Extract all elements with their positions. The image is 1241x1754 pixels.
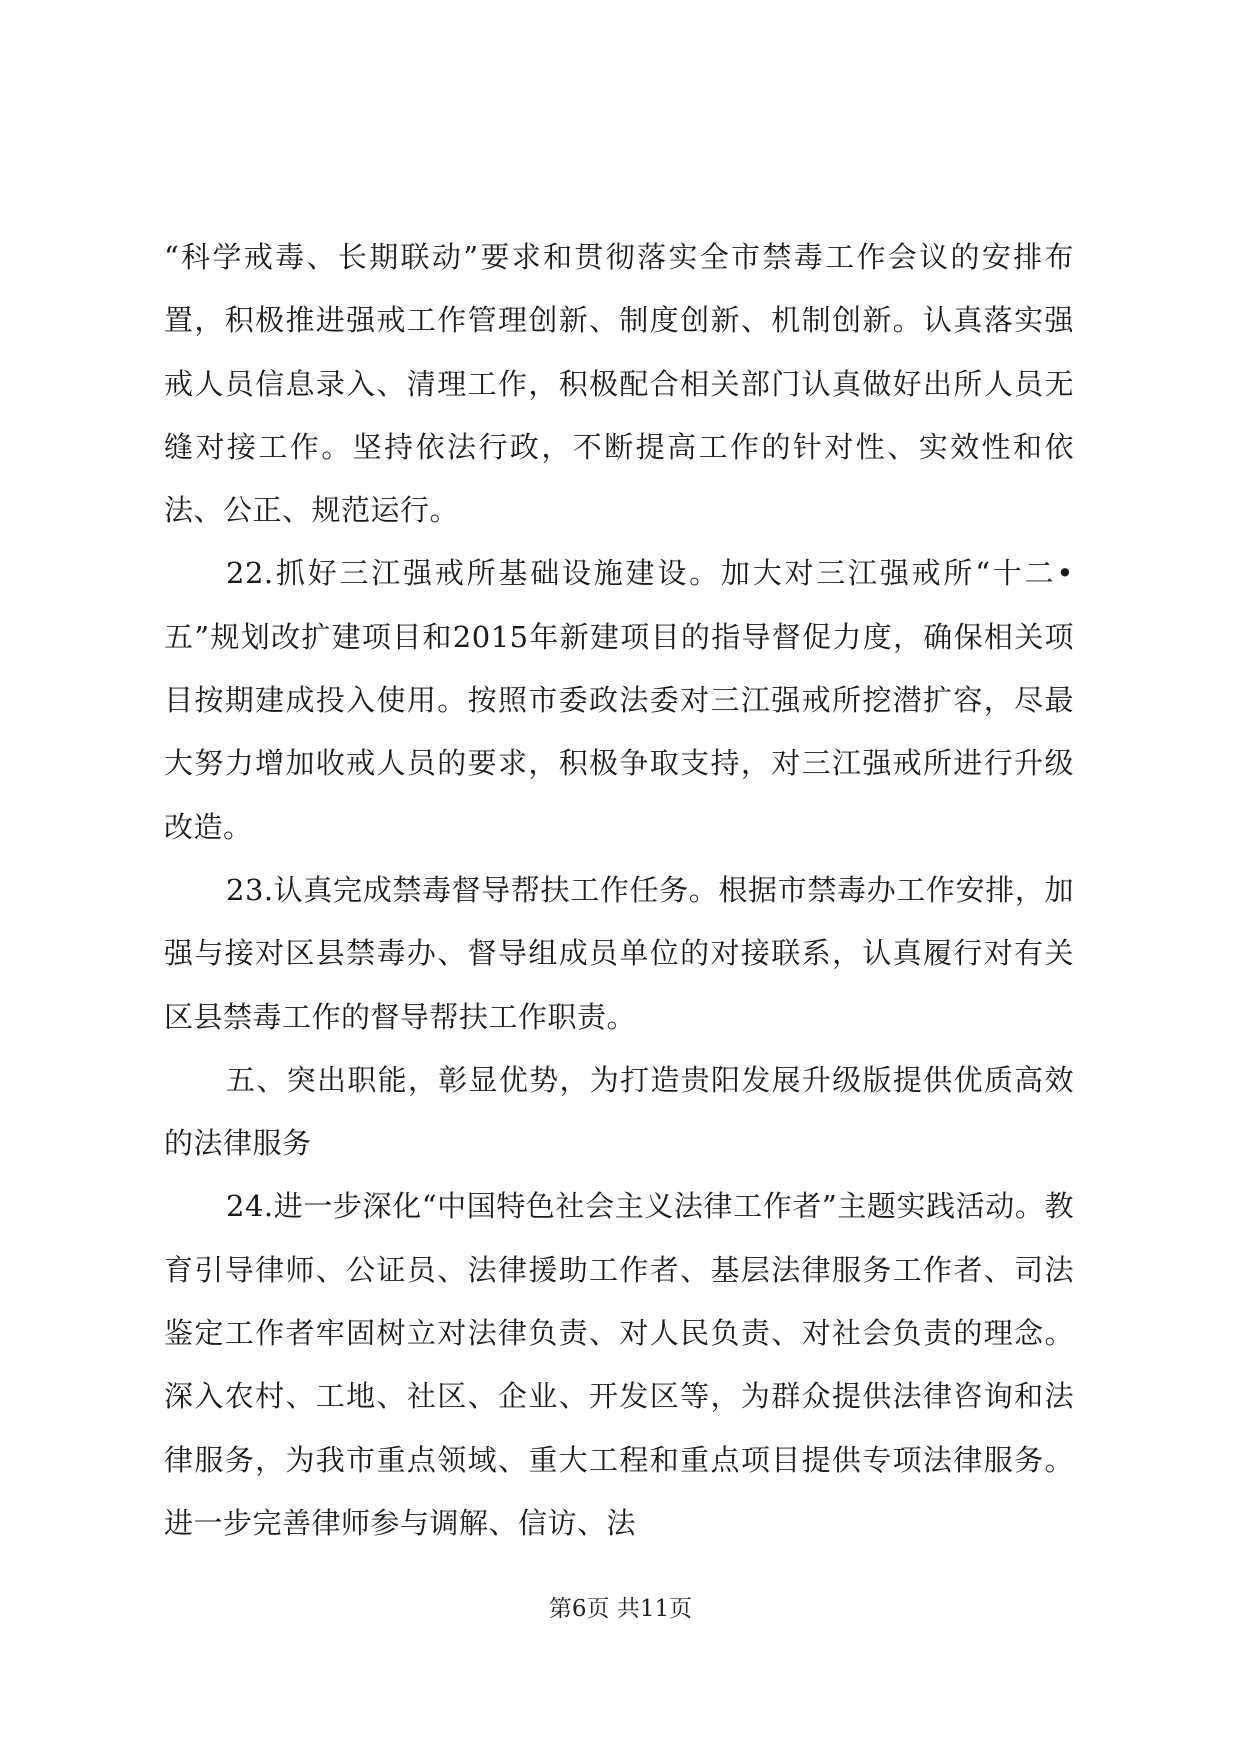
document-body [164,226,1074,1555]
paragraph-continuation: “科学戒毒、长期联动”要求和贯彻落实全市禁毒工作会议的安排布置，积极推进强戒工作管理创新、制度创新、机制创新。认真落实强戒人员信息录入、清理工作，积极配合相关部门认真做好出所人员无缝对接工作。坚持依法行政，不断提高工作的针对性、实效性和依法、公正、规范运行。 [164,240,1074,528]
paragraph-item-22: 22.抓好三江强戒所基础设施建设。加大对三江强戒所“十二•五”规划改扩建项目和2015年新建项目的指导督促力度，确保相关项目按期建成投入使用。按照市委政法委对三江强戒所挖潜扩容，尽最大努力增加收戒人员的要求，积极争取支持，对三江强戒所进行升级改造。 [164,556,1074,844]
paragraph-item-24: 24.进一步深化“中国特色社会主义法律工作者”主题实践活动。教育引导律师、公证员、法律援助工作者、基层法律服务工作者、司法鉴定工作者牢固树立对法律负责、对人民负责、对社会负责的理念。深入农村、工地、社区、企业、开发区等，为群众提供法律咨询和法律服务，为我市重点领域、重大工程和重点项目提供专项法律服务。进一步完善律师参与调解、信访、法 [164,1189,1074,1540]
section-heading-five: 五、突出职能，彰显优势，为打造贵阳发展升级版提供优质高效的法律服务 [164,1062,1074,1161]
page-number-footer: 第6页 共11页 [548,1596,693,1622]
paragraph-item-23: 23.认真完成禁毒督导帮扶工作任务。根据市禁毒办工作安排，加强与接对区县禁毒办、督导组成员单位的对接联系，认真履行对有关区县禁毒工作的督导帮扶工作职责。 [164,872,1074,1034]
